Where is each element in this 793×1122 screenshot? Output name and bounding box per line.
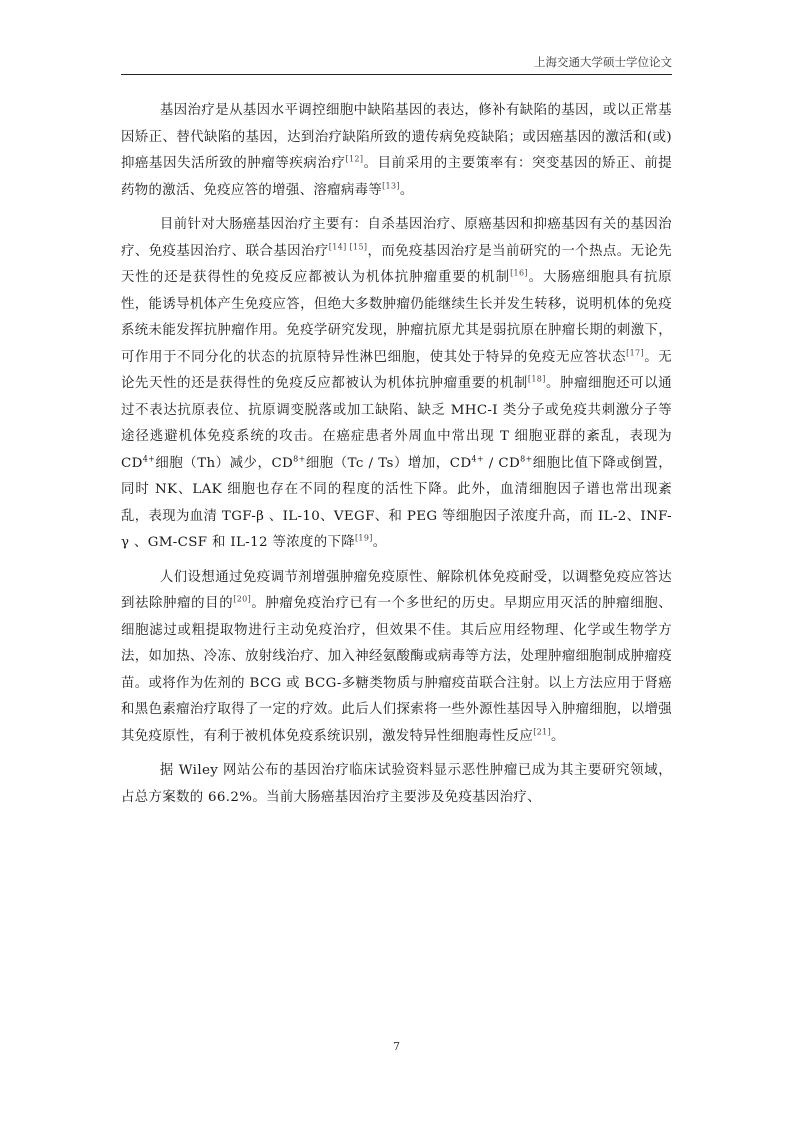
text-run: 。目前采用的主要策率有：突变基因的矫正、前提药物的激活、免疫应答的增强、溶瘤病毒等 xyxy=(121,156,672,198)
text-run: 。肿瘤免疫治疗已有一个多世纪的历史。早期应用灭活的肿瘤细胞、细胞滤过或粗提取物进行主动免疫治疗，但效果不佳。其后应用经物理、化学或生物学方法，如加热、冷冻、放射线治疗、加入神经氨酸酶或病毒等方法，处理肿瘤细胞制成肿瘤疫苗。或将作为佐剂的 BCG 或 BCG-多糖类物质与肿瘤疫苗联合注射。以上方法应用于肾癌和黑色素瘤治疗取得了一定的疗效。此后人们探索将一些外源性基因导入肿瘤细胞，以增强其免疫原性，有利于被机体免疫系统识别，激发特异性细胞毒性反应 xyxy=(121,596,672,744)
citation-marker: [18] xyxy=(527,374,546,384)
citation-marker: [17] xyxy=(626,348,644,358)
text-run: ，而免疫基因治疗是当前研究的一个热点。无论先天性的还是获得性的免疫反应都被认为机体抗肿瘤重要的机制 xyxy=(121,243,673,285)
text-run: 。无论先天性的还是获得性的免疫反应都被认为机体抗肿瘤重要的机制 xyxy=(121,349,672,391)
paragraph-immunotherapy-history xyxy=(121,565,672,751)
superscript: 8+ xyxy=(293,454,306,464)
page-number: 7 xyxy=(393,1040,400,1053)
text-run: 细胞（Tc / Ts）增加，CD xyxy=(305,455,472,471)
text-run: 细胞比值下降或倒置，同时 NK、LAK 细胞也存在不同的程度的活性下降。此外，血清细胞因子谱也常出现紊乱，表现为血清 TGF-β 、IL-10、VEGF、和 PEG 等细胞因子浓度升高，而 IL-2、INF-γ 、GM-CSF 和 IL-12 等浓度的下降 xyxy=(121,455,673,550)
text-run: 据 Wiley 网站公布的基因治疗临床试验资料显示恶性肿瘤已成为其主要研究领域，占总方案数的 66.2%。当前大肠癌基因治疗主要涉及免疫基因治疗、 xyxy=(121,763,672,805)
text-run: 。 xyxy=(551,728,565,744)
text-run: / CD xyxy=(483,455,521,471)
citation-marker: [16] xyxy=(510,268,528,278)
citation-marker: [19] xyxy=(354,533,373,543)
citation-marker: [21] xyxy=(533,727,552,737)
text-run: 基因治疗是从基因水平调控细胞中缺陷基因的表达，修补有缺陷的基因，或以正常基因矫正、替代缺陷的基因，达到治疗缺陷所致的遗传病免疫缺陷；或因癌基因的激活和(或)抑癌基因失活所致的肿瘤等疾病治疗 xyxy=(121,103,672,171)
superscript: 4+ xyxy=(142,454,156,464)
citation-marker: [14] [15] xyxy=(328,242,368,252)
running-header xyxy=(121,52,672,75)
citation-marker: [12] xyxy=(345,154,364,164)
text-run: 。大肠癌细胞具有抗原性，能诱导机体产生免疫应答，但绝大多数肿瘤仍能继续生长并发生转移，说明机体的免疫系统未能发挥抗肿瘤作用。免疫学研究发现，肿瘤抗原尤其是弱抗原在肿瘤长期的刺激下，可作用于不同分化的状态的抗原特异性淋巴细胞，使其处于特异的免疫无应答状态 xyxy=(121,270,673,365)
superscript: 8+ xyxy=(520,454,533,464)
paragraph-wiley-data xyxy=(121,758,672,811)
text-run: 人们设想通过免疫调节剂增强肿瘤免疫原性、解除机体免疫耐受，以调整免疫应答达到祛除肿瘤的目的 xyxy=(121,569,672,611)
text-run: 目前针对大肠癌基因治疗主要有：自杀基因治疗、原癌基因和抑癌基因有关的基因治疗、免疫基因治疗、联合基因治疗 xyxy=(121,217,672,259)
thesis-header-title: 上海交通大学硕士学位论文 xyxy=(534,55,672,69)
citation-marker: [13] xyxy=(382,181,400,191)
text-run: 细胞（Th）减少，CD xyxy=(155,455,294,471)
body-text xyxy=(121,98,672,819)
citation-marker: [20] xyxy=(233,594,252,604)
paragraph-colorectal-gene-therapy xyxy=(121,212,672,557)
superscript: 4+ xyxy=(471,454,484,464)
text-run: 。 xyxy=(372,535,387,550)
text-run: 。肿瘤细胞还可以通过不表达抗原表位、抗原调变脱落或加工缺陷、缺乏 MHC-I 类分子或免疫共刺激分子等途径逃避机体免疫系统的攻击。在癌症患者外周血中常出现 T 细胞亚群的紊乱，表现为 CD xyxy=(121,376,672,471)
paragraph-gene-therapy-definition xyxy=(121,98,672,204)
text-run: 。 xyxy=(399,182,414,198)
